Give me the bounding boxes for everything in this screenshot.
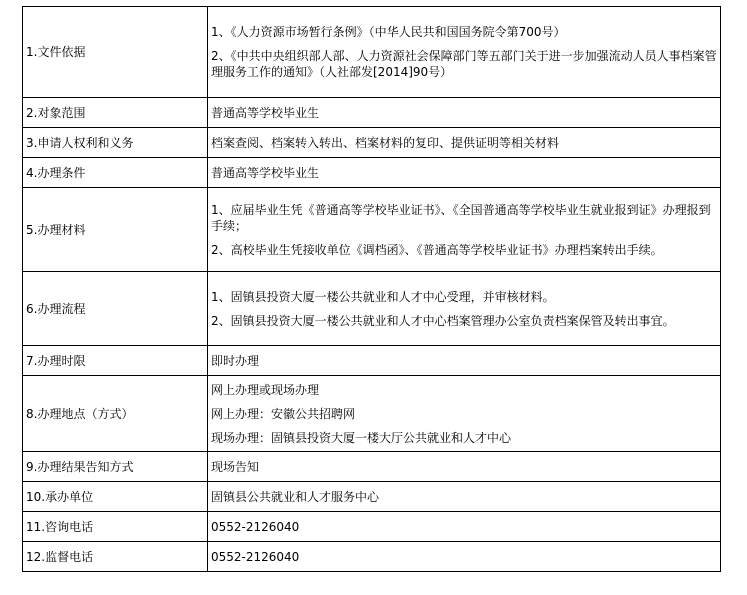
process-line-1: 1、固镇县投资大厦一楼公共就业和人才中心受理，并审核材料。: [211, 289, 555, 304]
location-line-2: 网上办理：安徽公共招聘网: [211, 406, 356, 421]
legal-basis-line-2: 2、《中共中央组织部人部、人力资源社会保障部门等五部门关于进一步加强流动人员人事档案管理服务工作的通知》（人社部发[2014]90号）: [211, 49, 717, 79]
table-row-supervision-phone: [23, 542, 721, 572]
row-value: 固镇县公共就业和人才服务中心: [208, 482, 721, 512]
row-value: [208, 272, 721, 346]
row-label: 3.申请人权利和义务: [23, 128, 208, 158]
row-label: 11.咨询电话: [23, 512, 208, 542]
row-label: 2.对象范围: [23, 98, 208, 128]
row-value: 档案查阅、档案转入转出、档案材料的复印、提供证明等相关材料: [208, 128, 721, 158]
row-label: 1.文件依据: [23, 7, 208, 98]
row-label: 12.监督电话: [23, 542, 208, 572]
table-row-conditions: [23, 158, 721, 188]
table-row-process: [23, 272, 721, 346]
row-label: 9.办理结果告知方式: [23, 452, 208, 482]
service-info-table: [22, 6, 721, 572]
row-value: 普通高等学校毕业生: [208, 158, 721, 188]
row-label: 4.办理条件: [23, 158, 208, 188]
materials-line-2: 2、高校毕业生凭接收单位《调档函》、《普通高等学校毕业证书》办理档案转出手续。: [211, 242, 663, 257]
table-row-location: [23, 376, 721, 452]
row-value: [208, 7, 721, 98]
location-line-3: 现场办理：固镇县投资大厦一楼大厅公共就业和人才中心: [211, 430, 512, 445]
process-line-2: 2、固镇县投资大厦一楼公共就业和人才中心档案管理办公室负责档案保管及转出事宜。: [211, 313, 675, 328]
table-row-target-scope: [23, 98, 721, 128]
table-row-time-limit: [23, 346, 721, 376]
row-label: 6.办理流程: [23, 272, 208, 346]
table-row-handling-unit: [23, 482, 721, 512]
row-label: 8.办理地点（方式）: [23, 376, 208, 452]
table-row-applicant-rights: [23, 128, 721, 158]
legal-basis-line-1: 1、《人力资源市场暂行条例》（中华人民共和国国务院令第700号）: [211, 25, 566, 39]
table-row-legal-basis: [23, 7, 721, 98]
row-label: 10.承办单位: [23, 482, 208, 512]
row-label: 7.办理时限: [23, 346, 208, 376]
table-row-result-notice: [23, 452, 721, 482]
table-row-consult-phone: [23, 512, 721, 542]
location-line-1: 网上办理或现场办理: [211, 382, 320, 397]
row-value: 0552-2126040: [208, 512, 721, 542]
row-value: 现场告知: [208, 452, 721, 482]
row-value: 即时办理: [208, 346, 721, 376]
row-value: [208, 376, 721, 452]
materials-line-1: 1、应届毕业生凭《普通高等学校毕业证书》、《全国普通高等学校毕业生就业报到证》办理报到手续；: [211, 202, 711, 233]
row-value: 普通高等学校毕业生: [208, 98, 721, 128]
row-label: 5.办理材料: [23, 188, 208, 272]
table-row-materials: [23, 188, 721, 272]
row-value: 0552-2126040: [208, 542, 721, 572]
row-value: [208, 188, 721, 272]
